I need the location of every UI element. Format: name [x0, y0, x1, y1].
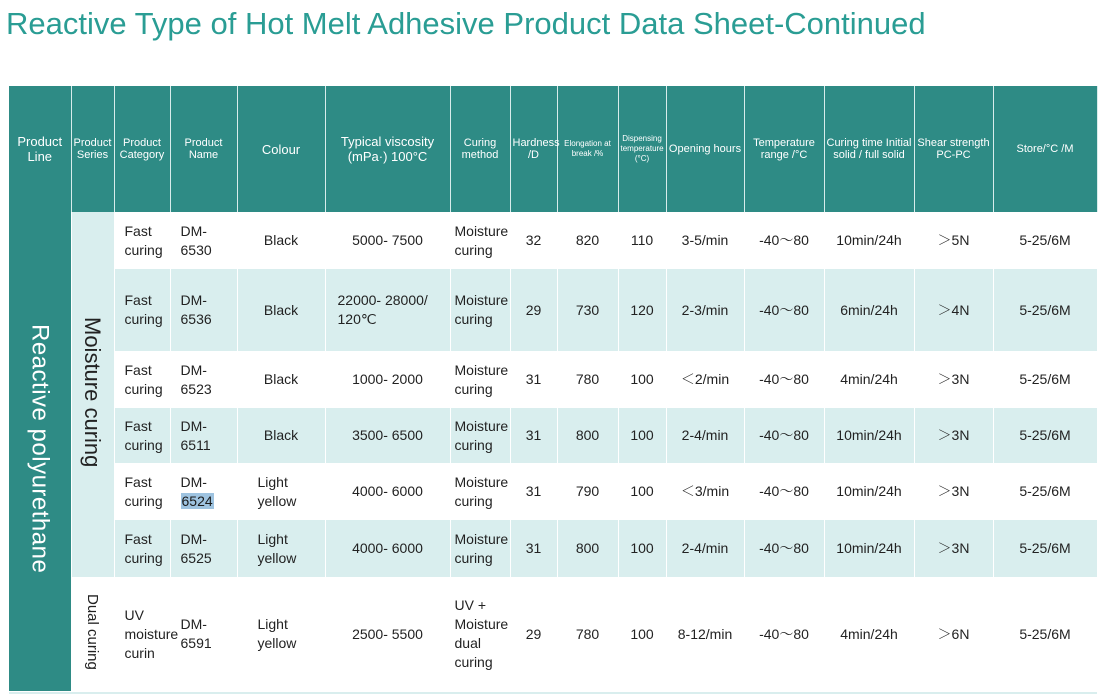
cell-hardness: 29 — [510, 577, 557, 691]
cell-opening: 2-4/min — [666, 520, 744, 577]
name-part-number: 6511 — [180, 436, 211, 453]
cell-temp-range: -40～80 — [744, 577, 824, 691]
cell-category: Fast curing — [114, 269, 170, 351]
cell-curing-method: UV + Moisture dual curing — [450, 577, 510, 691]
cell-dispensing: 100 — [618, 351, 666, 408]
cell-category: Fast curing — [114, 351, 170, 408]
cell-hardness: 31 — [510, 408, 557, 463]
cell-category: Fast curing — [114, 520, 170, 577]
cell-product-name — [170, 577, 237, 691]
header-viscosity: Typical viscosity (mPa·) 100°C — [325, 86, 450, 212]
cell-elongation: 820 — [557, 212, 618, 269]
cell-elongation: 800 — [557, 408, 618, 463]
cell-curing-time: 10min/24h — [824, 408, 914, 463]
header-curing-time: Curing time Initial solid / full solid — [824, 86, 914, 212]
table-row — [9, 408, 1097, 463]
series-cell-dual — [71, 577, 114, 691]
cell-opening: 3-5/min — [666, 212, 744, 269]
cell-opening: 2-4/min — [666, 408, 744, 463]
cell-dispensing: 120 — [618, 269, 666, 351]
name-part-prefix: DM- — [180, 222, 207, 239]
cell-temp-range: -40～80 — [744, 520, 824, 577]
name-part-number: 6591 — [180, 635, 212, 651]
cell-dispensing: 100 — [618, 577, 666, 691]
name-part-number: 6530 — [180, 241, 212, 258]
product-line-label: Reactive polyurethane — [26, 324, 54, 574]
name-part-prefix: DM- — [180, 473, 207, 490]
header-product-name: Product Name — [170, 86, 237, 212]
header-product-line: Product Line — [9, 86, 71, 212]
cell-store: 5-25/6M — [993, 351, 1097, 408]
series-label-dual: Dual curing — [84, 593, 101, 670]
cell-elongation: 780 — [557, 577, 618, 691]
header-store: Store/°C /M — [993, 86, 1097, 212]
cell-curing-time: 4min/24h — [824, 577, 914, 691]
cell-opening: 2-3/min — [666, 269, 744, 351]
cell-colour: Black — [237, 351, 325, 408]
cell-product-name — [170, 463, 237, 520]
cell-temp-range: -40～80 — [744, 463, 824, 520]
cell-temp-range: -40～80 — [744, 212, 824, 269]
header-shear-strength: Shear strength PC-PC — [914, 86, 993, 212]
cell-category: Fast curing — [114, 212, 170, 269]
cell-viscosity: 4000- 6000 — [325, 520, 450, 577]
cell-viscosity: 22000- 28000/ 120℃ — [325, 269, 450, 351]
cell-curing-method: Moisture curing — [450, 269, 510, 351]
cell-shear: ＞3N — [914, 520, 993, 577]
table-row — [9, 463, 1097, 520]
cell-shear: ＞4N — [914, 269, 993, 351]
cell-elongation: 730 — [557, 269, 618, 351]
table-bottom-border — [9, 692, 1097, 694]
cell-temp-range: -40～80 — [744, 408, 824, 463]
cell-hardness: 31 — [510, 520, 557, 577]
name-part-number: 6536 — [180, 311, 212, 327]
cell-temp-range: -40～80 — [744, 269, 824, 351]
cell-curing-time: 10min/24h — [824, 212, 914, 269]
cell-curing-method: Moisture curing — [450, 351, 510, 408]
header-temperature-range: Temperature range /°C — [744, 86, 824, 212]
name-part-prefix: DM- — [180, 292, 207, 308]
cell-store: 5-25/6M — [993, 269, 1097, 351]
cell-curing-method: Moisture curing — [450, 408, 510, 463]
header-dispensing: Dispensing temperature (°C) — [618, 86, 666, 212]
cell-shear: ＞3N — [914, 408, 993, 463]
header-product-category: Product Category — [114, 86, 170, 212]
cell-opening: 8-12/min — [666, 577, 744, 691]
cell-viscosity: 2500- 5500 — [325, 577, 450, 691]
name-part-prefix: DM- — [180, 417, 207, 434]
cell-elongation: 780 — [557, 351, 618, 408]
cell-category: Fast curing — [114, 463, 170, 520]
header-product-series: Product Series — [71, 86, 114, 212]
table-row — [9, 269, 1097, 351]
table-row — [9, 351, 1097, 408]
cell-shear: ＞6N — [914, 577, 993, 691]
cell-colour: Light yellow — [237, 463, 325, 520]
cell-dispensing: 110 — [618, 212, 666, 269]
cell-store: 5-25/6M — [993, 577, 1097, 691]
cell-viscosity: 5000- 7500 — [325, 212, 450, 269]
cell-curing-time: 10min/24h — [824, 463, 914, 520]
cell-store: 5-25/6M — [993, 463, 1097, 520]
cell-curing-time: 10min/24h — [824, 520, 914, 577]
cell-dispensing: 100 — [618, 408, 666, 463]
cell-store: 5-25/6M — [993, 212, 1097, 269]
name-part-number: 6523 — [180, 380, 212, 397]
product-line-cell — [9, 212, 71, 691]
cell-hardness: 31 — [510, 463, 557, 520]
name-part-prefix: DM- — [180, 361, 207, 378]
series-label-moisture: Moisture curing — [80, 316, 105, 468]
cell-elongation: 800 — [557, 520, 618, 577]
header-row — [9, 86, 1097, 212]
header-opening-hours: Opening hours — [666, 86, 744, 212]
cell-category: UV moisture curin — [114, 577, 170, 691]
name-part-prefix: DM- — [180, 530, 207, 547]
table-row — [9, 212, 1097, 269]
table-row — [9, 577, 1097, 691]
cell-product-name — [170, 351, 237, 408]
cell-hardness: 32 — [510, 212, 557, 269]
header-hardness: Hardness /D — [510, 86, 557, 212]
cell-curing-method: Moisture curing — [450, 520, 510, 577]
cell-curing-method: Moisture curing — [450, 463, 510, 520]
cell-shear: ＞3N — [914, 463, 993, 520]
cell-dispensing: 100 — [618, 463, 666, 520]
header-curing-method: Curing method — [450, 86, 510, 212]
cell-viscosity: 1000- 2000 — [325, 351, 450, 408]
cell-curing-method: Moisture curing — [450, 212, 510, 269]
name-part-number: 6525 — [180, 549, 212, 566]
cell-viscosity: 3500- 6500 — [325, 408, 450, 463]
cell-colour: Black — [237, 212, 325, 269]
product-data-table — [9, 86, 1098, 691]
cell-product-name — [170, 212, 237, 269]
series-cell-moisture — [71, 212, 114, 577]
cell-store: 5-25/6M — [993, 520, 1097, 577]
cell-opening: ＜3/min — [666, 463, 744, 520]
cell-colour: Black — [237, 269, 325, 351]
cell-opening: ＜2/min — [666, 351, 744, 408]
cell-curing-time: 4min/24h — [824, 351, 914, 408]
cell-dispensing: 100 — [618, 520, 666, 577]
cell-elongation: 790 — [557, 463, 618, 520]
cell-shear: ＞5N — [914, 212, 993, 269]
cell-curing-time: 6min/24h — [824, 269, 914, 351]
cell-product-name — [170, 269, 237, 351]
page-title: Reactive Type of Hot Melt Adhesive Product Data Sheet-Continued — [6, 6, 926, 41]
cell-hardness: 29 — [510, 269, 557, 351]
name-part-prefix: DM- — [180, 616, 207, 632]
cell-store: 5-25/6M — [993, 408, 1097, 463]
cell-hardness: 31 — [510, 351, 557, 408]
header-elongation: Elongation at break /% — [557, 86, 618, 212]
cell-colour: Light yellow — [237, 520, 325, 577]
cell-viscosity: 4000- 6000 — [325, 463, 450, 520]
cell-colour: Black — [237, 408, 325, 463]
cell-category: Fast curing — [114, 408, 170, 463]
table-row — [9, 520, 1097, 577]
cell-product-name — [170, 408, 237, 463]
header-colour: Colour — [237, 86, 325, 212]
cell-shear: ＞3N — [914, 351, 993, 408]
cell-colour: Light yellow — [237, 577, 325, 691]
cell-temp-range: -40～80 — [744, 351, 824, 408]
name-part-number-highlighted: 6524 — [181, 492, 213, 509]
cell-product-name — [170, 520, 237, 577]
